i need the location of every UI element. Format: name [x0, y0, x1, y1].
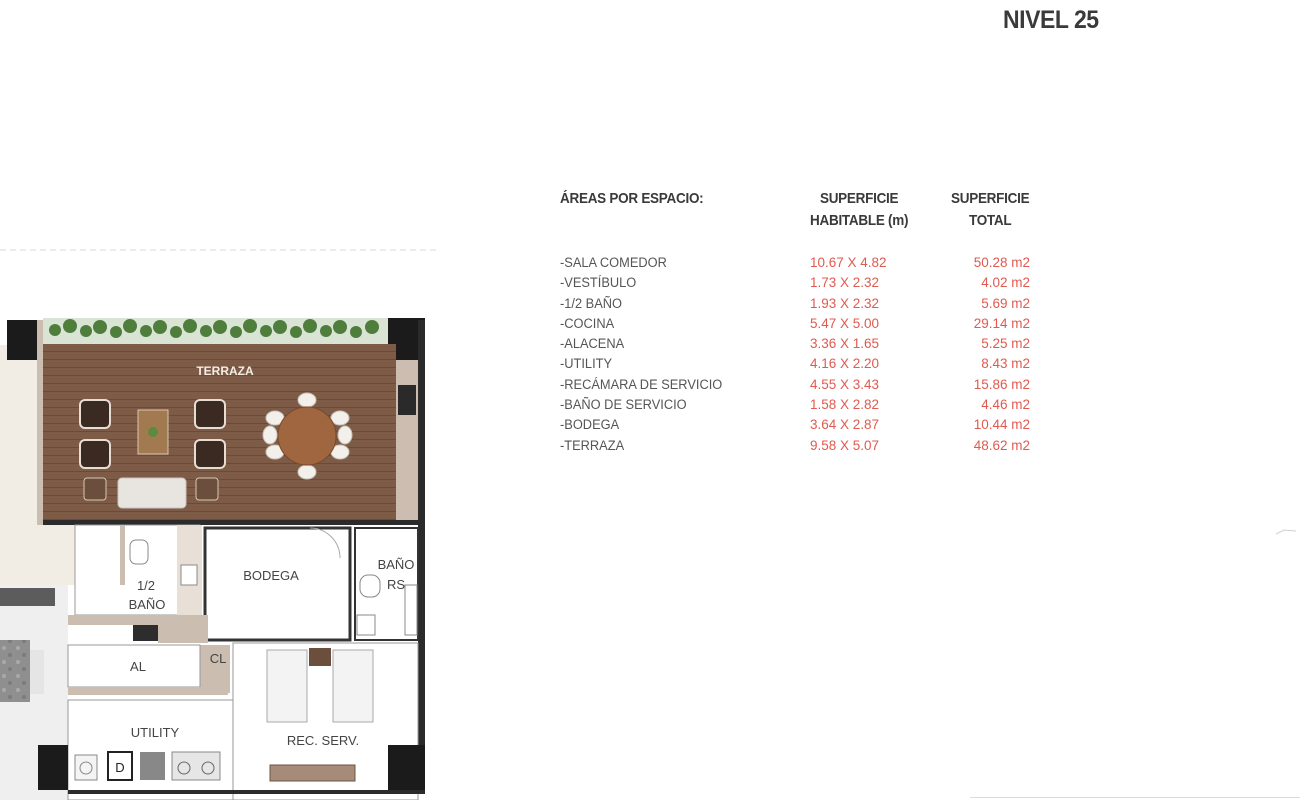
wall-bottom-column: [38, 745, 68, 790]
header-total: [951, 188, 1029, 232]
area-name: -BAÑO DE SERVICIO: [560, 397, 687, 413]
area-name: -RECÁMARA DE SERVICIO: [560, 376, 723, 392]
kitchen-island: [0, 640, 30, 702]
appliances: [75, 752, 220, 780]
area-dims: 5.47 X 5.00: [810, 315, 880, 331]
terrace-label: TERRAZA: [196, 364, 254, 378]
nightstand: [309, 648, 331, 666]
level-title: NIVEL 25: [1003, 6, 1099, 34]
area-total: 48.62 m2: [973, 437, 1030, 453]
door-frame: [405, 585, 417, 635]
utility-room: [68, 700, 233, 800]
area-name: -UTILITY: [560, 356, 613, 372]
bed-icon: [267, 650, 307, 722]
area-total: 4.46 m2: [981, 397, 1030, 413]
area-total: 10.44 m2: [973, 417, 1030, 433]
header-habitable-line1: SUPERFICIE: [819, 190, 899, 207]
toilet-icon: [360, 575, 380, 597]
wall-left-strip: [37, 320, 43, 525]
half-bath-wall: [120, 525, 125, 585]
bed-icon: [333, 650, 373, 722]
area-name: -TERRAZA: [560, 437, 625, 453]
small-mark: [1276, 528, 1296, 536]
area-dims: 4.55 X 3.43: [810, 376, 880, 392]
wall-right-dark: [398, 385, 416, 415]
utility-label: UTILITY: [130, 725, 180, 740]
header-space: ÁREAS POR ESPACIO:: [560, 190, 704, 207]
d-label: D: [115, 760, 125, 775]
wall-al-bottom: [68, 687, 228, 695]
rec-serv-label: REC. SERV.: [286, 733, 360, 748]
area-dims: 3.36 X 1.65: [810, 336, 880, 352]
area-row: [560, 375, 1080, 395]
wall-right-strip: [396, 360, 420, 520]
area-row: [560, 354, 1080, 374]
bano-rs-label-1: BAÑO: [377, 557, 415, 572]
dining-table: [278, 407, 336, 465]
area-row: [560, 334, 1080, 354]
area-total: 5.25 m2: [981, 336, 1030, 352]
sink-icon: [181, 565, 197, 585]
area-dims: 9.58 X 5.07: [810, 437, 880, 453]
half-bath-label-2: BAÑO: [128, 597, 166, 612]
area-total: 15.86 m2: [973, 376, 1030, 392]
area-row: [560, 436, 1080, 456]
header-total-line1: SUPERFICIE: [951, 190, 1030, 207]
area-name: -VESTÍBULO: [560, 275, 637, 291]
side-table: [84, 478, 106, 500]
area-dims: 1.58 X 2.82: [810, 397, 880, 413]
area-row: [560, 273, 1080, 293]
area-name: -ALACENA: [560, 336, 625, 352]
area-total: 8.43 m2: [981, 356, 1030, 372]
area-dims: 1.93 X 2.32: [810, 295, 880, 311]
wall-upper-right: [418, 320, 425, 790]
wall-hall-2: [158, 625, 208, 643]
header-total-line2: TOTAL: [968, 212, 1012, 229]
dresser: [270, 765, 355, 781]
bano-rs-label-2: RS: [386, 577, 406, 592]
floor-plan: [0, 235, 450, 800]
area-total: 29.14 m2: [973, 315, 1030, 331]
area-dims: 3.64 X 2.87: [810, 417, 880, 433]
bottom-rule: [970, 797, 1300, 798]
area-rows: [560, 253, 1080, 456]
wall-terrace-bottom: [43, 520, 423, 525]
bodega-room: [205, 528, 350, 640]
area-dims: 4.16 X 2.20: [810, 356, 880, 372]
toilet-icon: [130, 540, 148, 564]
wall-hall: [68, 615, 208, 625]
wall-left-column: [7, 320, 37, 360]
header-habitable-line2: HABITABLE (m): [810, 212, 909, 229]
area-name: -COCINA: [560, 315, 615, 331]
area-row: [560, 253, 1080, 273]
area-total: 4.02 m2: [981, 275, 1030, 291]
wall-bottom: [68, 790, 425, 794]
half-bath-label-1: 1/2: [136, 578, 156, 593]
area-name: -1/2 BAÑO: [560, 295, 623, 311]
area-row: [560, 395, 1080, 415]
area-name: -BODEGA: [560, 417, 620, 433]
area-dims: 10.67 X 4.82: [810, 255, 887, 270]
wall-hall-dark: [133, 625, 158, 641]
kitchen-island-top: [30, 650, 44, 694]
bodega-label: BODEGA: [243, 568, 299, 583]
header-habitable: [810, 188, 908, 232]
wall-bottom-column: [388, 745, 425, 790]
sink-icon: [357, 615, 375, 635]
area-name: -SALA COMEDOR: [560, 255, 667, 270]
area-row: [560, 314, 1080, 334]
area-row: [560, 294, 1080, 314]
al-label: AL: [130, 659, 146, 674]
kitchen-counter: [0, 588, 55, 606]
cl-label-1: CL: [209, 651, 227, 666]
table-plant: [148, 427, 158, 437]
area-dims: 1.73 X 2.32: [810, 275, 880, 291]
area-row: [560, 415, 1080, 435]
side-table: [196, 478, 218, 500]
area-total: 5.69 m2: [981, 295, 1030, 311]
area-total: 50.28 m2: [973, 255, 1030, 270]
sofa: [118, 478, 186, 508]
